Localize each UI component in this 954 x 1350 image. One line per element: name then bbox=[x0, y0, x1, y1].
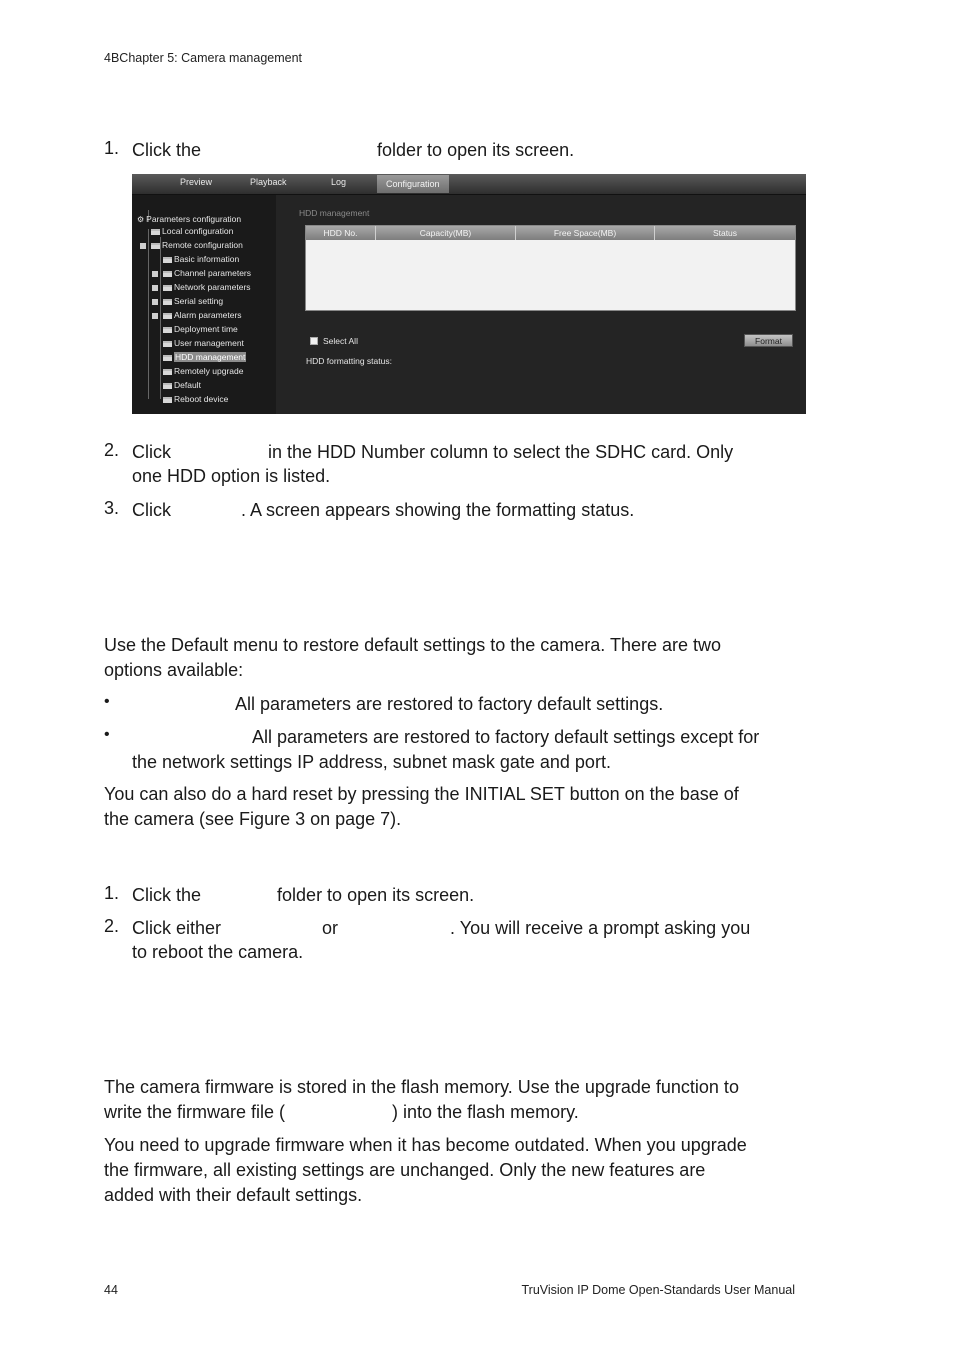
hard-reset-paragraph: You can also do a hard reset by pressing the INITIAL SET button on the base of the camera (see Figure 3 on page 7). bbox=[104, 784, 739, 829]
step-number: 3. bbox=[104, 498, 120, 518]
bullet-text-continued: the network settings IP address, subnet mask gate and port. bbox=[132, 752, 611, 772]
tree-item-user-management[interactable]: User management bbox=[163, 338, 244, 348]
folder-icon bbox=[163, 383, 172, 389]
expand-icon[interactable] bbox=[152, 299, 158, 305]
table-header bbox=[306, 226, 795, 240]
page-number: 44 bbox=[104, 1283, 118, 1297]
bullet-icon: • bbox=[104, 726, 110, 743]
expand-icon[interactable] bbox=[152, 271, 158, 277]
step-text: Click . A screen appears showing the formatting status. bbox=[132, 500, 635, 520]
folder-icon bbox=[151, 229, 160, 235]
configuration-screenshot bbox=[132, 174, 806, 414]
expand-icon[interactable] bbox=[152, 313, 158, 319]
step-number: 2. bbox=[104, 916, 120, 936]
tree-item-remote-configuration[interactable]: Remote configuration bbox=[140, 240, 243, 250]
step-number: 2. bbox=[104, 440, 120, 460]
firmware-paragraph-1: The camera firmware is stored in the flash memory. Use the upgrade function to write the firmware file ( ) into the flash memory. bbox=[104, 1077, 739, 1122]
folder-icon bbox=[163, 285, 172, 291]
bullet-text: All parameters are restored to factory default settings except for bbox=[252, 727, 760, 747]
folder-icon bbox=[163, 341, 172, 347]
bullet-text: All parameters are restored to factory default settings. bbox=[235, 694, 664, 714]
folder-icon bbox=[163, 355, 172, 361]
firmware-paragraph-2: You need to upgrade firmware when it has become outdated. When you upgrade the firmware, all existing settings are unchanged. Only the new features are added with their default settings. bbox=[104, 1135, 747, 1205]
step-text-continued: to reboot the camera. bbox=[132, 942, 304, 962]
settings-icon: ⚙ bbox=[137, 215, 145, 224]
column-status[interactable]: Status bbox=[712, 228, 738, 238]
tree-item-remotely-upgrade[interactable]: Remotely upgrade bbox=[163, 366, 243, 376]
folder-icon bbox=[163, 397, 172, 403]
parameters-tree bbox=[132, 195, 276, 414]
panel-title: HDD management bbox=[299, 208, 370, 218]
column-hdd-no[interactable]: HDD No. bbox=[306, 226, 376, 240]
tab-playback[interactable]: Playback bbox=[250, 177, 287, 187]
tab-log[interactable]: Log bbox=[331, 177, 347, 187]
tree-root[interactable]: ⚙ Parameters configuration bbox=[137, 214, 242, 224]
folder-icon bbox=[163, 369, 172, 375]
column-free-space[interactable]: Free Space(MB) bbox=[516, 226, 655, 240]
column-capacity[interactable]: Capacity(MB) bbox=[376, 226, 516, 240]
tab-configuration[interactable]: Configuration bbox=[377, 175, 449, 193]
format-button[interactable]: Format bbox=[744, 334, 793, 347]
folder-icon bbox=[151, 243, 160, 249]
formatting-status-label: HDD formatting status: bbox=[306, 356, 392, 366]
hdd-management-panel bbox=[276, 195, 806, 414]
tree-item-local-configuration[interactable]: Local configuration bbox=[151, 226, 233, 236]
select-all-checkbox[interactable] bbox=[310, 337, 318, 345]
tree-item-alarm-parameters[interactable]: Alarm parameters bbox=[152, 310, 242, 320]
tree-item-default[interactable]: Default bbox=[163, 380, 201, 390]
nav-bar bbox=[132, 174, 806, 195]
tree-item-channel-parameters[interactable]: Channel parameters bbox=[152, 268, 251, 278]
tree-item-network-parameters[interactable]: Network parameters bbox=[152, 282, 251, 292]
step-number: 1. bbox=[104, 138, 120, 158]
step-text: Click the folder to open its screen. bbox=[132, 885, 475, 905]
folder-icon bbox=[163, 271, 172, 277]
tree-item-serial-setting[interactable]: Serial setting bbox=[152, 296, 223, 306]
folder-icon bbox=[163, 313, 172, 319]
step-text: Click the folder to open its screen. bbox=[132, 140, 575, 160]
tree-item-deployment-time[interactable]: Deployment time bbox=[163, 324, 238, 334]
tree-item-reboot-device[interactable]: Reboot device bbox=[163, 394, 228, 404]
tree-item-hdd-management[interactable]: HDD management bbox=[163, 352, 246, 362]
folder-icon bbox=[163, 299, 172, 305]
chapter-header: 4BChapter 5: Camera management bbox=[104, 51, 303, 65]
step-text: Click in the HDD Number column to select the SDHC card. Only bbox=[132, 442, 734, 462]
folder-icon bbox=[163, 257, 172, 263]
step-number: 1. bbox=[104, 883, 120, 903]
folder-icon bbox=[163, 327, 172, 333]
collapse-icon[interactable] bbox=[140, 243, 146, 249]
hdd-table bbox=[305, 225, 796, 311]
step-text-continued: one HDD option is listed. bbox=[132, 466, 331, 486]
tree-item-basic-information[interactable]: Basic information bbox=[163, 254, 239, 264]
expand-icon[interactable] bbox=[152, 285, 158, 291]
manual-title: TruVision IP Dome Open-Standards User Manual bbox=[521, 1283, 795, 1297]
select-all-label: Select All bbox=[323, 336, 358, 346]
tab-preview[interactable]: Preview bbox=[180, 177, 213, 187]
bullet-icon: • bbox=[104, 693, 110, 710]
default-intro: Use the Default menu to restore default settings to the camera. There are two options available: bbox=[104, 635, 721, 680]
step-text: Click either or . You will receive a prompt asking you bbox=[132, 918, 751, 938]
